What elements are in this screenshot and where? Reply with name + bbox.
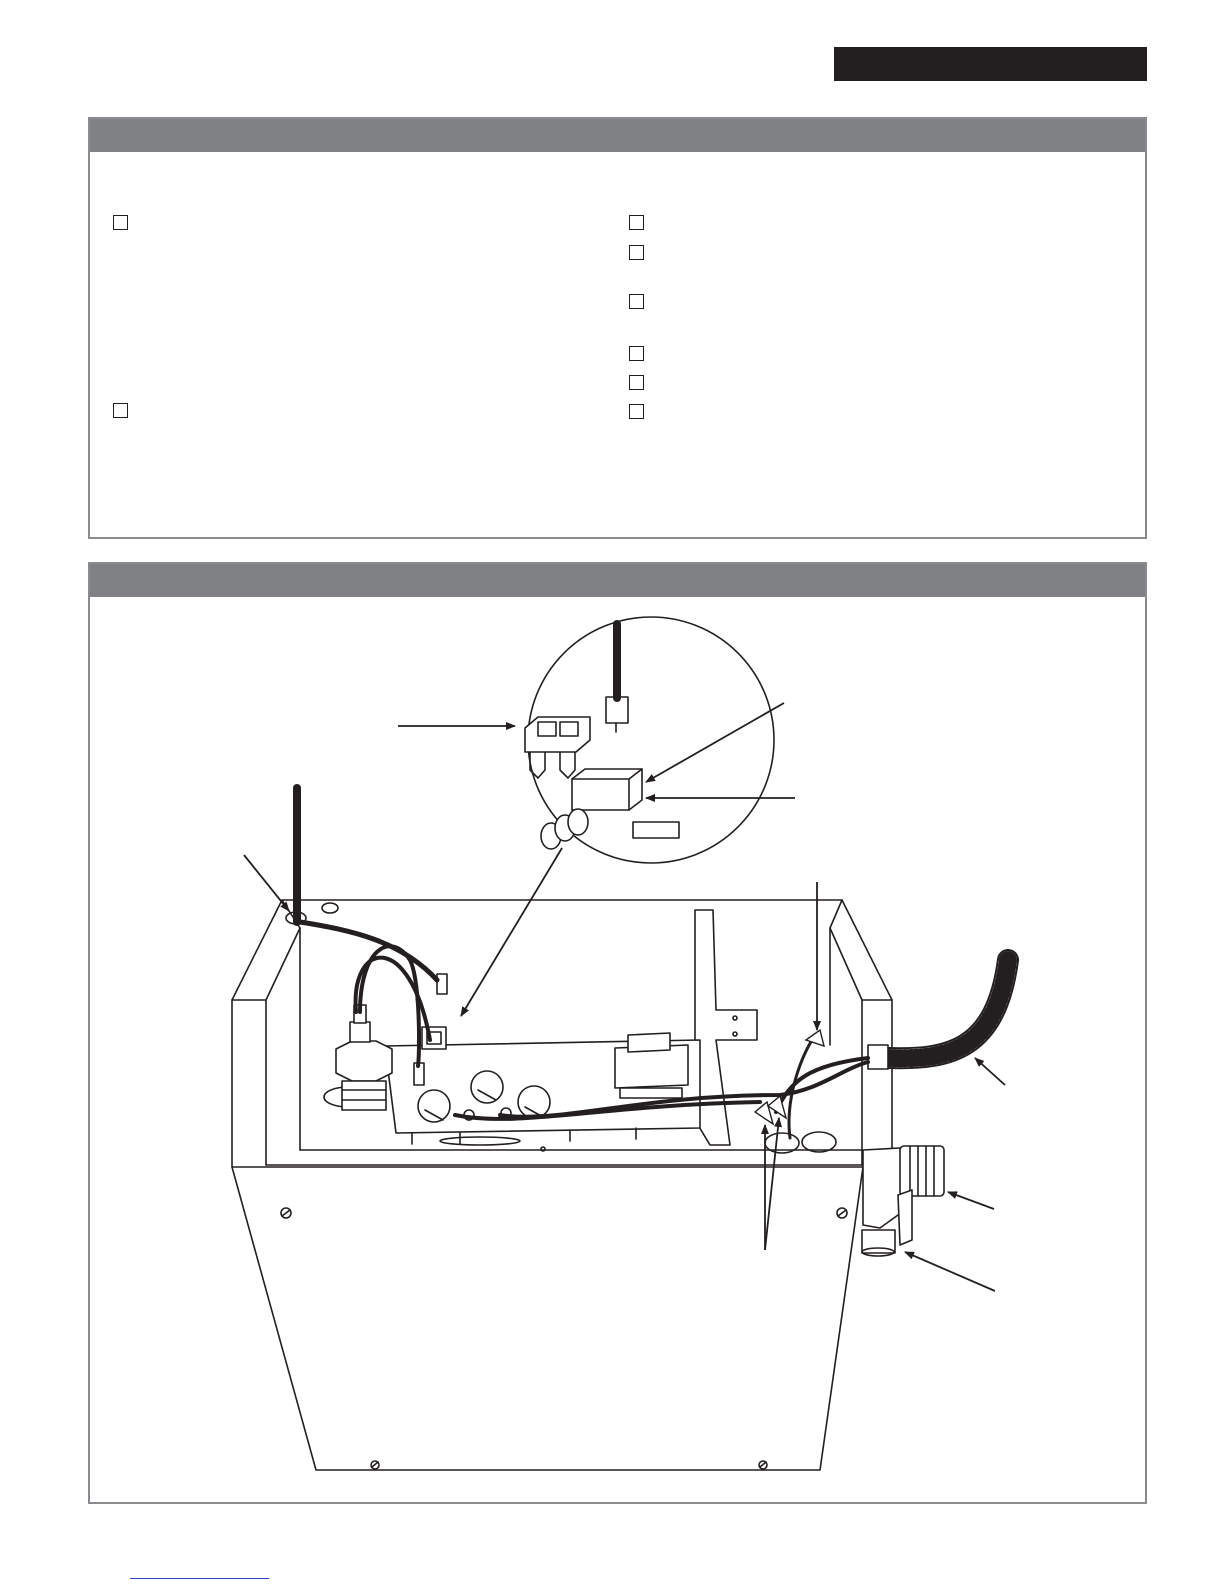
checklist-panel <box>88 117 1147 539</box>
footer-link[interactable] <box>130 1578 269 1579</box>
diagram-panel-header <box>90 564 1145 597</box>
checklist-panel-header <box>90 119 1145 152</box>
diagram-panel <box>88 562 1147 1504</box>
checklist-checkbox-left-1[interactable] <box>113 215 128 230</box>
section-tab <box>834 47 1147 81</box>
checklist-checkbox-right-5[interactable] <box>629 375 644 390</box>
checklist-checkbox-right-3[interactable] <box>629 294 644 309</box>
checklist-checkbox-right-1[interactable] <box>629 215 644 230</box>
checklist-checkbox-right-6[interactable] <box>629 404 644 419</box>
checklist-checkbox-left-2[interactable] <box>113 403 128 418</box>
checklist-checkbox-right-2[interactable] <box>629 245 644 260</box>
checklist-checkbox-right-4[interactable] <box>629 346 644 361</box>
